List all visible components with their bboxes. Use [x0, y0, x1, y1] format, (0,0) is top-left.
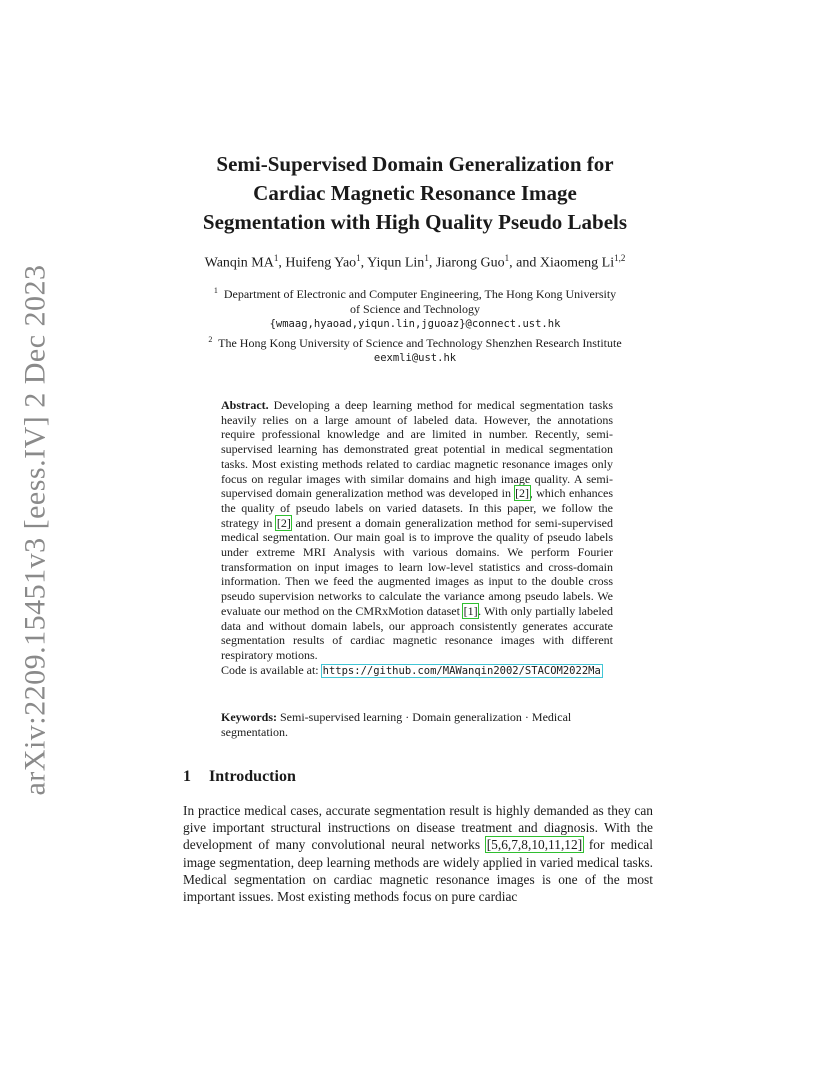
keywords-label: Keywords: [221, 710, 277, 724]
affil-mark: 1 [213, 286, 218, 295]
citation-link[interactable]: [5,6,7,8,10,11,12] [486, 837, 583, 853]
author-affil-mark: 1 [356, 253, 361, 263]
paper-title [150, 150, 680, 237]
citation-link[interactable]: [2] [515, 486, 530, 501]
arxiv-sidebar-stamp [14, 264, 58, 796]
keywords-text: Semi-supervised learning · Domain generalization · Medical segmentation. [221, 710, 572, 739]
arxiv-identifier: arXiv:2209.15451v3 [eess.IV] 2 Dec 2023 [19, 264, 52, 796]
author-affil-mark: 1 [424, 253, 429, 263]
title-line: Cardiac Magnetic Resonance Image [253, 181, 577, 205]
affiliation-email: eexmli@ust.hk [373, 352, 457, 364]
affiliation-text: The Hong Kong University of Science and Technology Shenzhen Research Institute [218, 336, 622, 350]
title-line: Semi-Supervised Domain Generalization for [216, 152, 614, 176]
abstract-label: Abstract. [221, 398, 269, 412]
author-name: Huifeng Yao [285, 255, 357, 271]
introduction-text: In practice medical cases, accurate segmentation result is highly demanded as they can give important structural instructions on disease treatment and diagnosis. With the development of many convolutional neural networks [5,6,7,8,10,11,12] for medical image segmentation, deep learning methods are widely applied in varied medical tasks. Medical segmentation on cardiac magnetic resonance images is one of the most important issues. Most existing methods focus on pure cardiac [183, 803, 653, 905]
title-line: Segmentation with High Quality Pseudo Labels [202, 210, 628, 234]
section-number: 1 [183, 768, 191, 785]
keywords [221, 710, 613, 740]
author-affil-mark: 1,2 [614, 253, 626, 263]
affiliations [150, 283, 680, 366]
section-title: Introduction [209, 768, 296, 785]
author-name: and Xiaomeng Li [516, 255, 615, 271]
author-name: Yiqun Lin [367, 255, 425, 271]
section-heading [183, 768, 296, 786]
author-affil-mark: 1 [504, 253, 510, 263]
author-name: Wanqin MA [204, 255, 274, 271]
citation-link[interactable]: [2] [276, 515, 291, 530]
author-affil-mark: 1 [273, 253, 279, 263]
author-name: Jiarong Guo [435, 255, 505, 271]
affiliation-email: {wmaag,hyaoad,yiqun.lin,jguoaz}@connect.ust.hk [269, 318, 561, 330]
abstract [221, 398, 613, 678]
affil-mark: 2 [208, 335, 213, 344]
abstract-body: Abstract. Developing a deep learning method for medical segmentation tasks heavily relies on a large amount of labeled data. However, the annotations require professional knowledge and are limited in number. Recently, semi-supervised learning has demonstrated great potential in medical segmentation tasks. Most existing methods related to cardiac magnetic resonance images only focus on regular images with similar domains and high image quality. A semi-supervised domain generalization method was developed in [2], which enhances the quality of pseudo labels on varied datasets. In this paper, we follow the strategy in [2] and present a domain generalization method for semi-supervised medical segmentation. Our main goal is to improve the quality of pseudo labels under extreme MRI Analysis with various domains. We perform Fourier transformation on input images to learn low-level statistics and cross-domain information. Then we feed the augmented images as input to the double cross pseudo supervision networks to calculate the variance among pseudo labels. We evaluate our method on the CMRxMotion dataset [1]. With only partially labeled data and without domain labels, our approach consistently generates accurate segmentation results of cardiac magnetic resonance images with different respiratory motions. [221, 398, 614, 662]
citation-link[interactable]: [1] [463, 603, 478, 618]
affiliation-text: of Science and Technology [350, 302, 480, 316]
code-availability: Code is available at: https://github.com/MAWanqin2002/STACOM2022Ma [221, 662, 601, 677]
code-url-link[interactable]: https://github.com/MAWanqin2002/STACOM2022Ma [322, 664, 601, 677]
affiliation-text: Department of Electronic and Computer Engineering, The Hong Kong University [223, 287, 617, 301]
author-list: Wanqin $MA^1$, Huifeng Yao$^1$, Yiqun Lin$^1$, Jiarong Guo$^1$, and Xiaomeng Li$^{1,2}$ [204, 253, 626, 271]
